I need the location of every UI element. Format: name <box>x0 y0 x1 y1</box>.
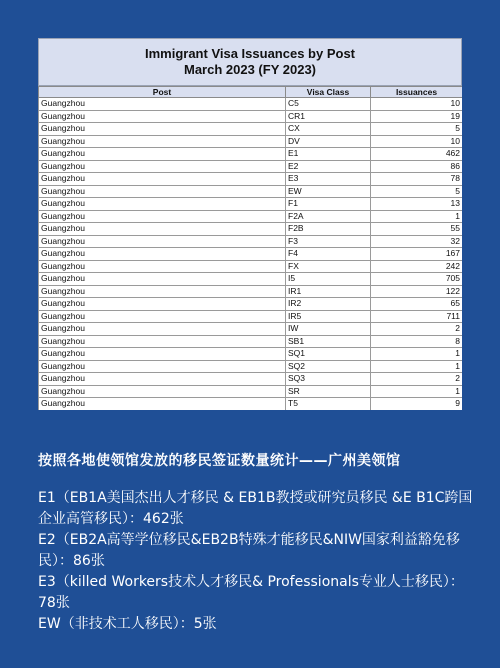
issuances-cell: 1 <box>371 360 463 373</box>
visa-class-cell: F3 <box>286 235 371 248</box>
visa-class-cell: SB1 <box>286 335 371 348</box>
visa-class-cell: IW <box>286 323 371 336</box>
table-row <box>39 298 463 311</box>
visa-class-cell: E3 <box>286 173 371 186</box>
visa-class-cell: IR1 <box>286 285 371 298</box>
visa-class-cell: DV <box>286 135 371 148</box>
issuances-cell: 10 <box>371 135 463 148</box>
table-row <box>39 273 463 286</box>
table-row <box>39 198 463 211</box>
table-row <box>39 360 463 373</box>
visa-class-cell: EW <box>286 185 371 198</box>
document-scan <box>38 38 462 410</box>
table-row <box>39 135 463 148</box>
post-cell: Guangzhou <box>39 273 286 286</box>
issuances-cell: 1 <box>371 348 463 361</box>
issuances-cell: 86 <box>371 160 463 173</box>
post-cell: Guangzhou <box>39 135 286 148</box>
visa-class-cell: FX <box>286 260 371 273</box>
visa-class-cell: CR1 <box>286 110 371 123</box>
title-line-2: March 2023 (FY 2023) <box>184 62 316 77</box>
post-cell: Guangzhou <box>39 348 286 361</box>
issuances-cell: 5 <box>371 123 463 136</box>
issuances-cell: 8 <box>371 335 463 348</box>
issuances-cell: 78 <box>371 173 463 186</box>
table-row <box>39 373 463 386</box>
issuances-cell: 32 <box>371 235 463 248</box>
visa-class-cell: E2 <box>286 160 371 173</box>
post-cell: Guangzhou <box>39 173 286 186</box>
issuances-cell: 19 <box>371 110 463 123</box>
visa-class-cell: I5 <box>286 273 371 286</box>
issuances-cell: 167 <box>371 248 463 261</box>
table-row <box>39 385 463 398</box>
post-cell: Guangzhou <box>39 198 286 211</box>
issuances-cell: 2 <box>371 323 463 336</box>
post-cell: Guangzhou <box>39 210 286 223</box>
visa-class-cell: SQ2 <box>286 360 371 373</box>
issuances-cell: 122 <box>371 285 463 298</box>
table-row <box>39 160 463 173</box>
table-header-row <box>39 87 463 98</box>
post-cell: Guangzhou <box>39 385 286 398</box>
table-body <box>39 98 463 411</box>
table-row <box>39 185 463 198</box>
post-cell: Guangzhou <box>39 123 286 136</box>
visa-class-cell: SR <box>286 385 371 398</box>
issuances-cell: 9 <box>371 398 463 411</box>
table-row <box>39 348 463 361</box>
post-cell: Guangzhou <box>39 285 286 298</box>
visa-class-cell: SQ3 <box>286 373 371 386</box>
issuances-cell: 10 <box>371 98 463 111</box>
note-e1: E1（EB1A美国杰出人才移民 & EB1B教授或研究员移民 &E B1C跨国企业高管移民）：462张 <box>38 490 473 527</box>
issuances-cell: 462 <box>371 148 463 161</box>
table-row <box>39 335 463 348</box>
issuances-cell: 1 <box>371 385 463 398</box>
post-cell: Guangzhou <box>39 185 286 198</box>
post-cell: Guangzhou <box>39 148 286 161</box>
table-row <box>39 98 463 111</box>
note-e3: E3（killed Workers技术人才移民& Professionals专业人士移民）：78张 <box>38 574 464 611</box>
visa-class-cell: T5 <box>286 398 371 411</box>
caption-heading: 按照各地使领馆发放的移民签证数量统计——广州美领馆 <box>38 453 401 469</box>
issuances-cell: 242 <box>371 260 463 273</box>
issuances-cell: 55 <box>371 223 463 236</box>
post-cell: Guangzhou <box>39 248 286 261</box>
table-row <box>39 248 463 261</box>
note-e2: E2（EB2A高等学位移民&EB2B特殊才能移民&NIW国家利益豁免移民）：86张 <box>38 532 460 569</box>
table-row <box>39 110 463 123</box>
table-row <box>39 323 463 336</box>
visa-class-cell: CX <box>286 123 371 136</box>
table-row <box>39 173 463 186</box>
post-cell: Guangzhou <box>39 310 286 323</box>
note-ew: EW（非技术工人移民）：5张 <box>38 616 217 632</box>
table-row <box>39 235 463 248</box>
issuances-cell: 705 <box>371 273 463 286</box>
table-row <box>39 310 463 323</box>
visa-class-cell: SQ1 <box>286 348 371 361</box>
table-row <box>39 223 463 236</box>
visa-class-cell: F1 <box>286 198 371 211</box>
issuances-cell: 65 <box>371 298 463 311</box>
issuances-cell: 2 <box>371 373 463 386</box>
visa-class-cell: F2A <box>286 210 371 223</box>
column-header-issuances: Issuances <box>371 87 463 98</box>
document-title <box>38 38 462 86</box>
visa-class-cell: IR5 <box>286 310 371 323</box>
table-row <box>39 260 463 273</box>
issuances-cell: 1 <box>371 210 463 223</box>
post-cell: Guangzhou <box>39 298 286 311</box>
visa-class-cell: F4 <box>286 248 371 261</box>
issuances-cell: 711 <box>371 310 463 323</box>
issuance-table <box>38 86 462 410</box>
post-cell: Guangzhou <box>39 323 286 336</box>
issuances-cell: 5 <box>371 185 463 198</box>
visa-class-cell: C5 <box>286 98 371 111</box>
post-cell: Guangzhou <box>39 235 286 248</box>
post-cell: Guangzhou <box>39 160 286 173</box>
visa-class-cell: E1 <box>286 148 371 161</box>
post-cell: Guangzhou <box>39 260 286 273</box>
visa-class-cell: IR2 <box>286 298 371 311</box>
notes-block <box>38 488 478 635</box>
column-header-visa-class: Visa Class <box>286 87 371 98</box>
title-line-1: Immigrant Visa Issuances by Post <box>144 46 355 61</box>
post-cell: Guangzhou <box>39 335 286 348</box>
post-cell: Guangzhou <box>39 360 286 373</box>
table-row <box>39 398 463 411</box>
post-cell: Guangzhou <box>39 98 286 111</box>
table-row <box>39 285 463 298</box>
post-cell: Guangzhou <box>39 373 286 386</box>
column-header-post: Post <box>39 87 286 98</box>
post-cell: Guangzhou <box>39 223 286 236</box>
table-row <box>39 148 463 161</box>
visa-class-cell: F2B <box>286 223 371 236</box>
post-cell: Guangzhou <box>39 398 286 411</box>
issuances-cell: 13 <box>371 198 463 211</box>
table-row <box>39 210 463 223</box>
table-row <box>39 123 463 136</box>
post-cell: Guangzhou <box>39 110 286 123</box>
